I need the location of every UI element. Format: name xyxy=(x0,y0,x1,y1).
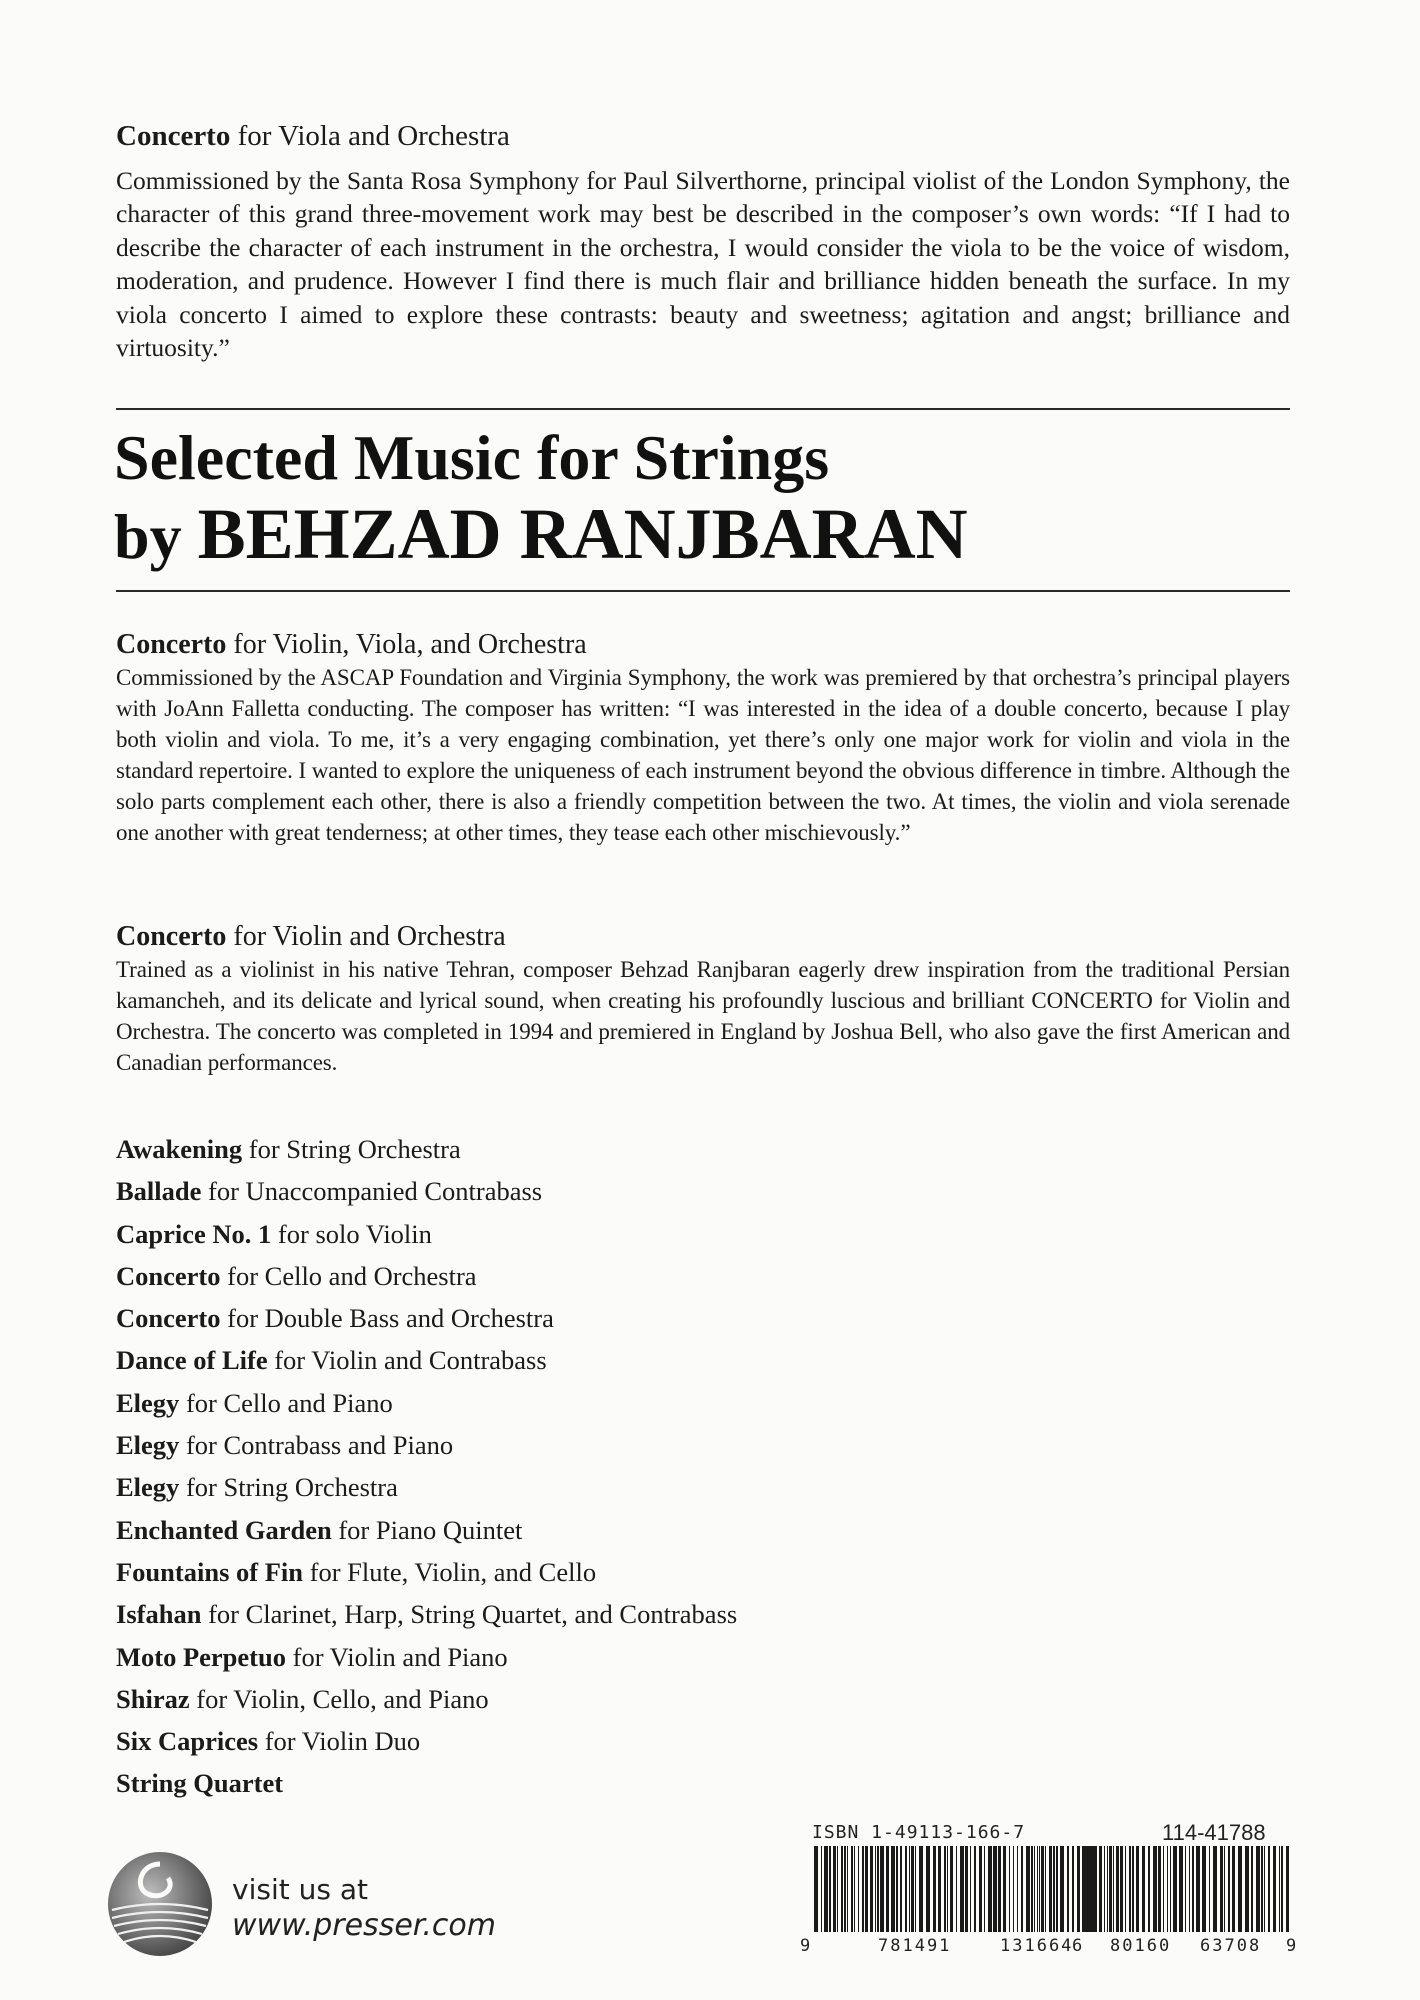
list-item: Concerto for Cello and Orchestra xyxy=(116,1260,477,1291)
barcode-digits: 9 xyxy=(800,1936,813,1956)
work-title-bold: Concerto xyxy=(116,629,227,660)
list-item: Ballade for Unaccompanied Contrabass xyxy=(116,1176,543,1207)
list-item: Isfahan for Clarinet, Harp, String Quartet, and Contrabass xyxy=(116,1599,738,1630)
title-line-1: Selected Music for Strings xyxy=(114,422,830,493)
featured-work-title xyxy=(116,628,1290,662)
featured-work-title xyxy=(116,920,1290,954)
work-title-rest: for Viola and Orchestra xyxy=(230,120,510,152)
barcode-digits: 6 xyxy=(1072,1936,1085,1956)
page-title xyxy=(114,420,1294,575)
catalog-number: 114-41788 xyxy=(1162,1820,1266,1845)
list-item: Elegy for Contrabass and Piano xyxy=(116,1430,454,1461)
featured-work-description: Trained as a violinist in his native Tehran, composer Behzad Ranjbaran eagerly drew inspiration from the traditional Persian kamancheh, and its delicate and lyrical sound, when creating his profoundly luscious and brilliant CONCERTO for Violin and Orchestra. The concerto was completed in 1994 and premiered in England by Joshua Bell, who also gave the first American and Canadian performances. xyxy=(116,957,1290,1076)
list-item: Dance of Life for Violin and Contrabass xyxy=(116,1345,547,1376)
isbn-barcode xyxy=(812,1846,1098,1932)
list-item: Concerto for Double Bass and Orchestra xyxy=(116,1303,554,1334)
list-item: Moto Perpetuo for Violin and Piano xyxy=(116,1641,508,1672)
barcode-digits: 781491 xyxy=(878,1936,952,1956)
composer-name: BEHZAD RANJBARAN xyxy=(197,494,968,574)
bottom-divider xyxy=(116,590,1290,592)
barcode-digits: 63708 xyxy=(1200,1936,1262,1956)
viola-concerto-title xyxy=(116,118,1290,154)
list-item: Awakening for String Orchestra xyxy=(116,1134,461,1164)
list-item: Elegy for String Orchestra xyxy=(116,1472,398,1503)
viola-concerto-section xyxy=(116,118,1290,364)
top-divider xyxy=(116,408,1290,410)
title-by: by xyxy=(114,501,198,572)
violin-viola-concerto-section xyxy=(116,628,1290,849)
list-item: Shiraz for Violin, Cello, and Piano xyxy=(116,1683,489,1714)
title-line-2 xyxy=(114,496,1294,575)
list-item: Fountains of Fin for Flute, Violin, and Cello xyxy=(116,1556,597,1587)
list-item: Elegy for Cello and Piano xyxy=(116,1387,393,1418)
list-item: Enchanted Garden for Piano Quintet xyxy=(116,1514,523,1545)
violin-concerto-section xyxy=(116,920,1290,1078)
list-item: Six Caprices for Violin Duo xyxy=(116,1726,421,1757)
upc-barcode xyxy=(1080,1846,1294,1932)
list-item: Caprice No. 1 for solo Violin xyxy=(116,1218,432,1249)
viola-concerto-description: Commissioned by the Santa Rosa Symphony for Paul Silverthorne, principal violist of the London Symphony, the character of this grand three-movement work may best be described in the composer’s own words: “If I had to describe the character of each instrument in the orchestra, I would consider the viola to be the voice of wisdom, moderation, and prudence. However I find there is much flair and brilliance hidden beneath the surface. In my viola concerto I aimed to explore these contrasts: beauty and sweetness; agitation and angst; brilliance and virtuosity.” xyxy=(116,166,1290,363)
isbn: ISBN 1-49113-166-7 xyxy=(812,1822,1026,1843)
work-title-rest: for Violin, Viola, and Orchestra xyxy=(226,629,587,660)
website-link[interactable]: www.presser.com xyxy=(232,1908,496,1943)
work-title-rest: for Violin and Orchestra xyxy=(226,921,506,952)
barcode-digits: 80160 xyxy=(1110,1936,1172,1956)
featured-work-description: Commissioned by the ASCAP Foundation and Virginia Symphony, the work was premiered by that orchestra’s principal players with JoAnn Falletta conducting. The composer has written: “I was interested in the idea of a double concerto, because I play both violin and viola. To me, it’s a very engaging combination, yet there’s only one major work for violin and viola in the standard repertoire. I wanted to explore the uniqueness of each instrument beyond the obvious difference in timbre. Although the solo parts complement each other, there is also a friendly competition between the two. At times, the violin and viola serenade one another with great tenderness; at other times, they tease each other mischievously.” xyxy=(116,665,1290,846)
presser-logo-icon xyxy=(104,1848,216,1960)
barcode-digits: 9 xyxy=(1286,1936,1299,1956)
list-item: String Quartet xyxy=(116,1768,284,1799)
barcode-digits: 131664 xyxy=(1000,1936,1074,1956)
works-list xyxy=(116,1128,737,1805)
visit-line: visit us at xyxy=(232,1873,368,1906)
work-title-bold: Concerto xyxy=(116,120,231,152)
work-title-bold: Concerto xyxy=(116,921,227,952)
visit-us xyxy=(232,1872,496,1944)
